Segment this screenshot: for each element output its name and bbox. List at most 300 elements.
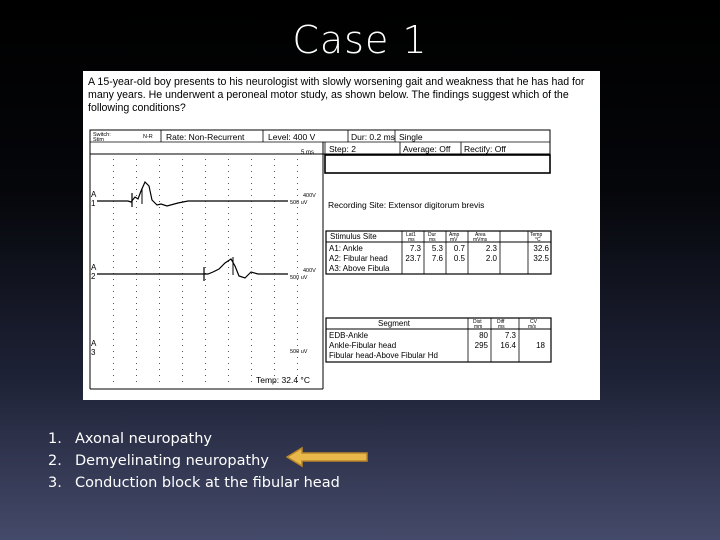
grid-dot	[228, 165, 229, 166]
grid-dot	[297, 255, 298, 256]
grid-dot	[113, 285, 114, 286]
grid-dot	[159, 201, 160, 202]
seg-row-1-diff: 7.3	[504, 331, 516, 340]
grid-dot	[297, 321, 298, 322]
grid-dot	[159, 291, 160, 292]
grid-dot	[182, 189, 183, 190]
stim-header-lat: Lat1	[406, 232, 416, 238]
grid-dot	[159, 249, 160, 250]
trace-3-label-n: 3	[91, 348, 96, 357]
grid-dot	[297, 189, 298, 190]
seg-header-cv: CV	[530, 319, 537, 325]
comment-box	[325, 155, 550, 173]
grid-dot	[136, 255, 137, 256]
grid-dot	[274, 195, 275, 196]
grid-dot	[182, 207, 183, 208]
grid-dot	[159, 183, 160, 184]
seg-row-1-dist: 80	[479, 331, 488, 340]
grid-dot	[297, 315, 298, 316]
grid-dot	[205, 351, 206, 352]
seg-header-dist: Dist	[473, 319, 482, 325]
grid-dot	[136, 207, 137, 208]
temperature-label: Temp: 32.4 °C	[256, 375, 310, 385]
grid-dot	[297, 297, 298, 298]
grid-dot	[182, 303, 183, 304]
grid-dot	[113, 255, 114, 256]
grid-dot	[228, 255, 229, 256]
grid-dot	[251, 177, 252, 178]
grid-dot	[274, 231, 275, 232]
stim-row-2-amp: 0.5	[453, 254, 465, 263]
grid-dot	[205, 381, 206, 382]
average-label: Average: Off	[403, 144, 451, 154]
study-header	[90, 130, 550, 154]
grid-dot	[205, 369, 206, 370]
grid-dot	[113, 357, 114, 358]
grid-dot	[274, 345, 275, 346]
grid-dot	[113, 333, 114, 334]
grid-dot	[274, 315, 275, 316]
grid-dot	[297, 249, 298, 250]
grid-dot	[113, 279, 114, 280]
grid-dot	[228, 345, 229, 346]
grid-dot	[136, 195, 137, 196]
grid-dot	[228, 303, 229, 304]
stim-row-3-site: A3: Above Fibula	[329, 264, 390, 273]
grid-dot	[159, 243, 160, 244]
grid-dot	[274, 183, 275, 184]
grid-dot	[251, 195, 252, 196]
seg-header-diff: Diff	[497, 319, 505, 325]
trace-1-gain-v: 400V	[303, 193, 316, 199]
grid-dot	[228, 237, 229, 238]
grid-dot	[182, 363, 183, 364]
grid-dot	[251, 159, 252, 160]
grid-dot	[159, 237, 160, 238]
grid-dot	[228, 381, 229, 382]
grid-dot	[113, 309, 114, 310]
recording-site: Recording Site: Extensor digitorum brevis	[328, 200, 485, 210]
grid-dot	[228, 291, 229, 292]
grid-dot	[182, 357, 183, 358]
grid-dot	[228, 189, 229, 190]
grid-dot	[251, 363, 252, 364]
grid-dot	[228, 159, 229, 160]
stimulus-table	[326, 231, 551, 274]
grid-dot	[182, 279, 183, 280]
option-3-number: 3.	[48, 475, 62, 491]
grid-dot	[251, 351, 252, 352]
grid-dot	[182, 261, 183, 262]
grid-dot	[182, 183, 183, 184]
grid-dot	[113, 195, 114, 196]
grid-dot	[136, 171, 137, 172]
grid-dot	[228, 267, 229, 268]
grid-dot	[205, 321, 206, 322]
grid-dot	[136, 213, 137, 214]
grid-dot	[274, 225, 275, 226]
seg-unit-dist: mm	[474, 324, 483, 330]
grid-dot	[113, 303, 114, 304]
grid-dot	[297, 237, 298, 238]
stim-row-2-site: A2: Fibular head	[329, 254, 388, 263]
grid-dot	[251, 333, 252, 334]
grid-dot	[274, 261, 275, 262]
grid-dot	[251, 285, 252, 286]
grid-dot	[251, 381, 252, 382]
stim-unit-temp: °C	[535, 237, 541, 243]
segment-table	[326, 318, 551, 362]
grid-dot	[113, 381, 114, 382]
trace-1-label-a: A	[91, 190, 97, 199]
grid-dot	[182, 321, 183, 322]
grid-dot	[182, 165, 183, 166]
grid-dot	[297, 219, 298, 220]
grid-dot	[274, 369, 275, 370]
grid-dot	[182, 381, 183, 382]
option-2-number: 2.	[48, 453, 62, 469]
grid-dot	[159, 279, 160, 280]
grid-dot	[274, 309, 275, 310]
grid-dot	[274, 249, 275, 250]
trace-2-waveform	[97, 259, 288, 278]
grid-dot	[159, 333, 160, 334]
stim-row-1-amp: 0.7	[453, 244, 465, 253]
seg-header-segment: Segment	[378, 319, 411, 328]
grid-dot	[136, 375, 137, 376]
grid-dot	[251, 183, 252, 184]
grid-dot	[228, 279, 229, 280]
grid-dot	[228, 369, 229, 370]
trace-2-label-n: 2	[91, 272, 96, 281]
grid-dot	[182, 369, 183, 370]
grid-dot	[228, 225, 229, 226]
grid-dot	[182, 213, 183, 214]
dur-label: Dur: 0.2 ms	[351, 132, 395, 142]
stim-row-2-dur: 7.6	[431, 254, 443, 263]
grid-dot	[136, 177, 137, 178]
single-label: Single	[399, 132, 423, 142]
grid-dot	[251, 339, 252, 340]
grid-dot	[274, 285, 275, 286]
grid-dot	[205, 279, 206, 280]
grid-dot	[159, 267, 160, 268]
grid-dot	[136, 351, 137, 352]
seg-unit-diff: ms	[498, 324, 505, 330]
grid-dot	[297, 339, 298, 340]
trace-2-label-a: A	[91, 263, 97, 272]
grid-dot	[113, 363, 114, 364]
grid-dot	[297, 333, 298, 334]
grid-dot	[113, 315, 114, 316]
rate-label: Rate: Non-Recurrent	[166, 132, 245, 142]
grid-dot	[159, 195, 160, 196]
grid-dot	[228, 177, 229, 178]
grid-dot	[113, 189, 114, 190]
grid-dot	[159, 357, 160, 358]
grid-dot	[205, 243, 206, 244]
trace-1-gain-uv: 500 uV	[290, 200, 308, 206]
grid-dot	[159, 255, 160, 256]
grid-dot	[274, 237, 275, 238]
slide-title: Case 1	[292, 18, 428, 62]
grid-dot	[228, 315, 229, 316]
grid-dot	[113, 237, 114, 238]
stim-header-temp: Temp	[530, 232, 543, 238]
grid-dot	[113, 345, 114, 346]
grid-dot	[182, 237, 183, 238]
stim-header-site: Stimulus Site	[330, 232, 377, 241]
grid-dot	[182, 285, 183, 286]
grid-dot	[159, 189, 160, 190]
grid-dot	[136, 363, 137, 364]
grid-dot	[228, 357, 229, 358]
grid-dot	[159, 339, 160, 340]
grid-dot	[297, 195, 298, 196]
grid-dot	[297, 243, 298, 244]
stim-row-1-site: A1: Ankle	[329, 244, 363, 253]
grid-dot	[205, 375, 206, 376]
seg-unit-cv: m/s	[528, 324, 537, 330]
option-3[interactable]	[48, 472, 340, 494]
grid-dot	[228, 321, 229, 322]
grid-dot	[251, 309, 252, 310]
trace-1-label-n: 1	[91, 199, 96, 208]
grid-dot	[136, 189, 137, 190]
grid-dot	[228, 285, 229, 286]
grid-dot	[297, 207, 298, 208]
grid-dot	[274, 255, 275, 256]
grid-dot	[274, 351, 275, 352]
grid-dot	[136, 201, 137, 202]
grid-dot	[251, 213, 252, 214]
grid-dot	[251, 345, 252, 346]
grid-dot	[251, 267, 252, 268]
stim-header-area: Area	[475, 232, 486, 238]
grid-dot	[113, 375, 114, 376]
grid-dot	[136, 243, 137, 244]
grid-dot	[136, 339, 137, 340]
grid-dot	[297, 369, 298, 370]
grid-dot	[274, 333, 275, 334]
grid-dot	[228, 231, 229, 232]
grid-dot	[159, 375, 160, 376]
grid-dot	[113, 327, 114, 328]
trace-2-gain-uv: 500 uV	[290, 275, 308, 281]
grid-dot	[274, 297, 275, 298]
grid-dot	[136, 327, 137, 328]
rectify-label: Rectify: Off	[464, 144, 506, 154]
grid-dot	[274, 189, 275, 190]
time-div-label: 5 ms	[301, 150, 315, 156]
grid-dot	[113, 243, 114, 244]
grid-dot	[136, 231, 137, 232]
grid-dot	[297, 309, 298, 310]
grid-dot	[159, 381, 160, 382]
grid-dot	[205, 285, 206, 286]
grid-dot	[182, 255, 183, 256]
grid-dot	[228, 171, 229, 172]
grid-dot	[205, 159, 206, 160]
grid-dot	[159, 345, 160, 346]
grid-dot	[251, 255, 252, 256]
grid-dot	[228, 339, 229, 340]
grid-dot	[205, 327, 206, 328]
grid-dot	[159, 303, 160, 304]
stim-row-2-lat: 23.7	[405, 254, 421, 263]
grid-dot	[159, 213, 160, 214]
grid-dot	[297, 345, 298, 346]
grid-dot	[182, 219, 183, 220]
grid-dot	[182, 171, 183, 172]
grid-dot	[136, 249, 137, 250]
grid-dot	[297, 159, 298, 160]
grid-dot	[136, 291, 137, 292]
grid-dot	[251, 165, 252, 166]
grid-dot	[182, 327, 183, 328]
grid-dot	[297, 363, 298, 364]
grid-dot	[159, 207, 160, 208]
grid-dot	[251, 189, 252, 190]
grid-dot	[113, 183, 114, 184]
grid-dot	[205, 315, 206, 316]
grid-dot	[251, 237, 252, 238]
grid-dot	[274, 267, 275, 268]
grid-dot	[205, 309, 206, 310]
grid-dot	[205, 255, 206, 256]
grid-dot	[251, 171, 252, 172]
grid-dot	[205, 165, 206, 166]
switch-label: Switch:	[93, 132, 111, 138]
grid-dot	[113, 171, 114, 172]
grid-dot	[113, 321, 114, 322]
grid-dot	[205, 363, 206, 364]
grid-dot	[182, 243, 183, 244]
grid-dot	[136, 183, 137, 184]
grid-dot	[182, 315, 183, 316]
grid-dot	[228, 213, 229, 214]
grid-dot	[297, 183, 298, 184]
grid-dot	[297, 357, 298, 358]
grid-dot	[228, 207, 229, 208]
grid-dot	[251, 249, 252, 250]
grid-dot	[182, 249, 183, 250]
grid-dot	[205, 237, 206, 238]
grid-dot	[251, 327, 252, 328]
stim-row-1-lat: 7.3	[409, 244, 421, 253]
grid-dot	[159, 351, 160, 352]
grid-dot	[274, 321, 275, 322]
grid-dot	[205, 225, 206, 226]
grid-dot	[274, 219, 275, 220]
grid-dot	[182, 177, 183, 178]
grid-dot	[205, 303, 206, 304]
trace-1-waveform	[97, 182, 288, 206]
grid-dot	[182, 333, 183, 334]
grid-dot	[251, 231, 252, 232]
grid-dot	[251, 207, 252, 208]
grid-dot	[251, 369, 252, 370]
grid-dot	[113, 249, 114, 250]
grid-dot	[182, 195, 183, 196]
grid-dot	[274, 165, 275, 166]
grid-dot	[251, 273, 252, 274]
nr-label: N-R	[143, 134, 153, 140]
grid-dot	[159, 165, 160, 166]
grid-dot	[182, 159, 183, 160]
option-1-text: Axonal neuropathy	[75, 431, 212, 447]
grid-dot	[136, 267, 137, 268]
grid-dot	[228, 195, 229, 196]
seg-row-2-dist: 295	[474, 341, 488, 350]
grid-dot	[251, 261, 252, 262]
grid-dot	[182, 297, 183, 298]
grid-dot	[274, 207, 275, 208]
grid-dot	[113, 261, 114, 262]
stim-header-dur: Dur	[428, 232, 437, 238]
grid-dot	[159, 297, 160, 298]
option-1-number: 1.	[48, 431, 62, 447]
grid-dot	[113, 231, 114, 232]
grid-dot	[113, 297, 114, 298]
grid-dot	[136, 219, 137, 220]
grid-dot	[274, 243, 275, 244]
grid-dot	[159, 177, 160, 178]
grid-dot	[136, 369, 137, 370]
grid-dot	[159, 231, 160, 232]
grid-dot	[159, 363, 160, 364]
grid-dot	[251, 321, 252, 322]
option-3-text: Conduction block at the fibular head	[75, 475, 340, 491]
grid-dot	[136, 159, 137, 160]
grid-dot	[205, 297, 206, 298]
grid-dot	[228, 249, 229, 250]
trace-2-gain-v: 400V	[303, 268, 316, 274]
grid-dot	[297, 267, 298, 268]
trace-3-label-a: A	[91, 339, 97, 348]
grid-dot	[274, 357, 275, 358]
grid-dot	[274, 303, 275, 304]
grid-dot	[205, 189, 206, 190]
grid-dot	[205, 249, 206, 250]
grid-dot	[228, 327, 229, 328]
stim-unit-lat: ms	[408, 237, 415, 243]
seg-row-2-cv: 18	[536, 341, 545, 350]
grid-dot	[159, 219, 160, 220]
grid-dot	[251, 303, 252, 304]
grid-dot	[159, 309, 160, 310]
grid-dot	[205, 219, 206, 220]
grid-dot	[228, 333, 229, 334]
grid-dot	[136, 261, 137, 262]
grid-dot	[297, 303, 298, 304]
grid-dot	[205, 333, 206, 334]
nerve-study-figure	[83, 71, 600, 400]
grid-dot	[297, 261, 298, 262]
grid-dot	[113, 369, 114, 370]
grid-dot	[113, 291, 114, 292]
grid-dot	[251, 297, 252, 298]
grid-dot	[136, 321, 137, 322]
answer-arrow-icon	[286, 446, 370, 468]
grid-dot	[274, 363, 275, 364]
grid-dot	[182, 339, 183, 340]
grid-dot	[205, 357, 206, 358]
grid-dot	[297, 231, 298, 232]
grid-dot	[205, 339, 206, 340]
grid-dot	[113, 207, 114, 208]
grid-dot	[113, 213, 114, 214]
